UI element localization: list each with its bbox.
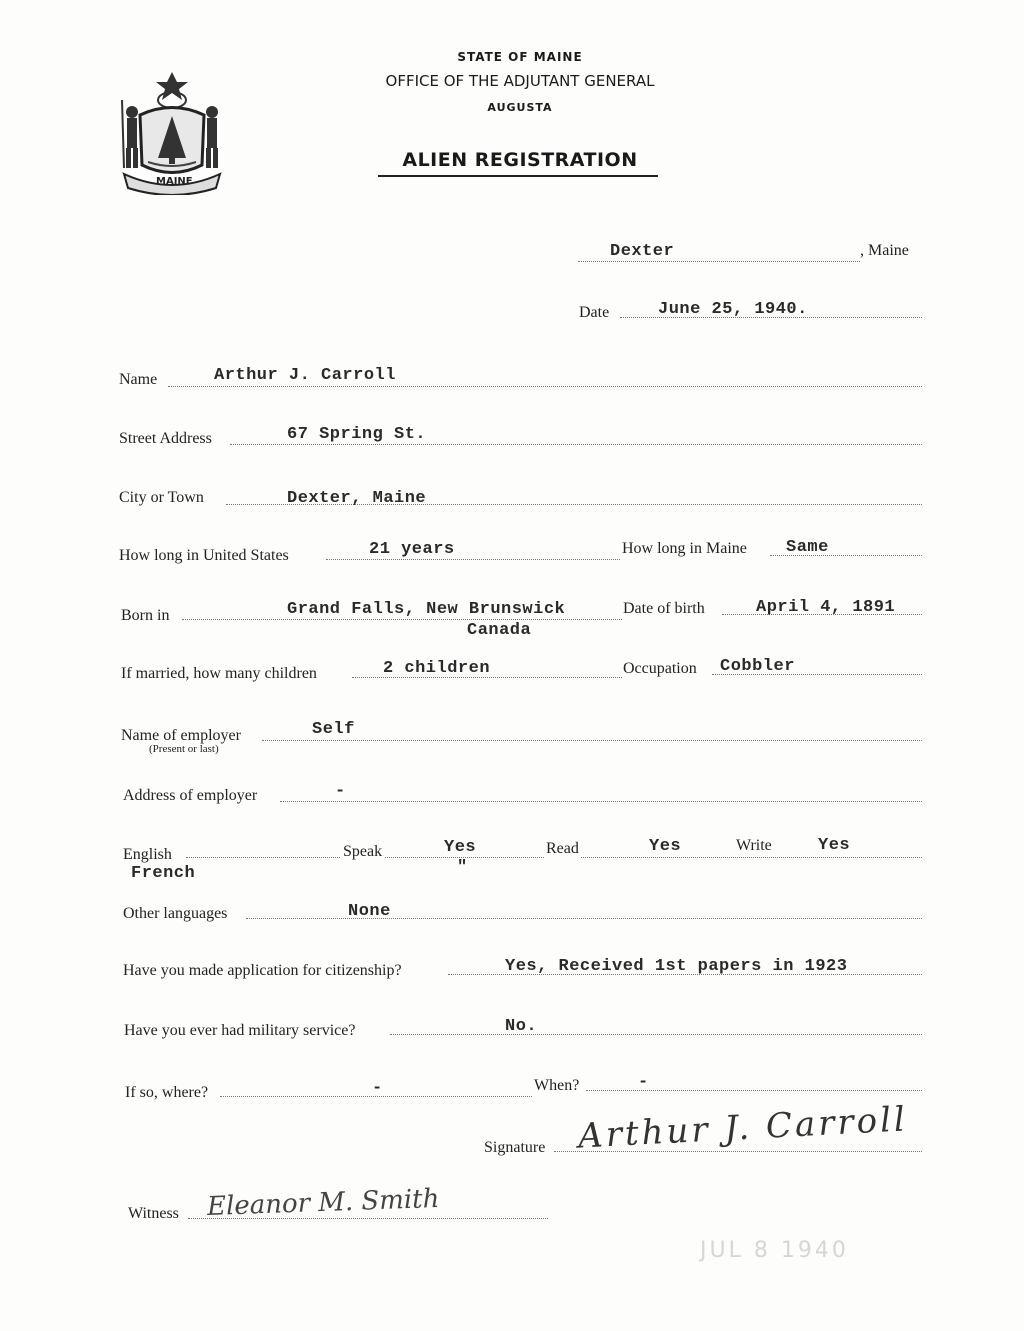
military-label: Have you ever had military service? bbox=[124, 1022, 356, 1039]
how-long-maine-label: How long in Maine bbox=[622, 540, 747, 557]
name-label: Name bbox=[119, 371, 158, 388]
read-value: Yes bbox=[649, 837, 682, 856]
when-label: When? bbox=[534, 1077, 580, 1094]
date-of-birth-label: Date of birth bbox=[623, 600, 705, 617]
speak-label: Speak bbox=[343, 843, 383, 860]
maine-state-seal bbox=[118, 70, 226, 195]
how-long-us-label: How long in United States bbox=[119, 547, 289, 564]
where-value: - bbox=[372, 1079, 383, 1098]
second-language-value: French bbox=[131, 864, 196, 883]
how-long-maine-value: Same bbox=[786, 538, 829, 557]
other-languages-value: None bbox=[348, 902, 391, 921]
where-label: If so, where? bbox=[125, 1084, 209, 1101]
date-value: June 25, 1940. bbox=[658, 300, 808, 319]
street-label: Street Address bbox=[119, 430, 212, 447]
received-date-stamp: JUL 8 1940 bbox=[700, 1238, 849, 1263]
citizenship-label: Have you made application for citizenship? bbox=[123, 962, 402, 979]
witness-value: Eleanor M. Smith bbox=[206, 1183, 440, 1223]
street-value: 67 Spring St. bbox=[287, 425, 427, 444]
write-value: Yes bbox=[818, 836, 851, 855]
when-value: - bbox=[638, 1073, 649, 1092]
military-value: No. bbox=[505, 1017, 538, 1036]
ditto-mark: " bbox=[457, 858, 468, 877]
how-long-us-value: 21 years bbox=[369, 540, 455, 559]
citizenship-value: Yes, Received 1st papers in 1923 bbox=[505, 957, 848, 976]
city-label: City or Town bbox=[119, 489, 204, 506]
employer-address-value: - bbox=[335, 782, 346, 801]
born-in-value: Grand Falls, New Brunswick bbox=[287, 600, 566, 619]
occupation-value: Cobbler bbox=[720, 657, 795, 676]
state-label: , Maine bbox=[860, 242, 909, 259]
signature-value: Arthur J. Carroll bbox=[577, 1099, 909, 1157]
employer-sublabel: (Present or last) bbox=[149, 743, 219, 755]
signature-label: Signature bbox=[484, 1139, 546, 1156]
write-label: Write bbox=[736, 837, 772, 854]
other-languages-label: Other languages bbox=[123, 905, 228, 922]
name-value: Arthur J. Carroll bbox=[214, 366, 396, 385]
state-heading: STATE OF MAINE bbox=[457, 50, 583, 64]
employer-label: Name of employer bbox=[121, 727, 241, 744]
born-in-country-value: Canada bbox=[467, 621, 532, 640]
english-label: English bbox=[123, 846, 172, 863]
title-underline bbox=[378, 175, 658, 177]
children-value: 2 children bbox=[383, 659, 491, 678]
read-label: Read bbox=[546, 840, 579, 857]
employer-value: Self bbox=[312, 720, 355, 739]
date-label: Date bbox=[579, 304, 610, 321]
form-title: ALIEN REGISTRATION bbox=[402, 149, 638, 171]
city-value: Dexter, Maine bbox=[287, 489, 427, 508]
date-of-birth-value: April 4, 1891 bbox=[756, 598, 896, 617]
occupation-label: Occupation bbox=[623, 660, 697, 677]
office-heading: OFFICE OF THE ADJUTANT GENERAL bbox=[385, 72, 655, 90]
town-value: Dexter bbox=[610, 242, 675, 261]
speak-value: Yes bbox=[444, 838, 477, 857]
born-in-label: Born in bbox=[121, 607, 170, 624]
employer-address-label: Address of employer bbox=[123, 787, 258, 804]
seal-banner-text: MAINE bbox=[156, 176, 193, 187]
city-heading: AUGUSTA bbox=[487, 101, 553, 114]
witness-label: Witness bbox=[128, 1205, 179, 1222]
children-label: If married, how many children bbox=[121, 665, 317, 682]
